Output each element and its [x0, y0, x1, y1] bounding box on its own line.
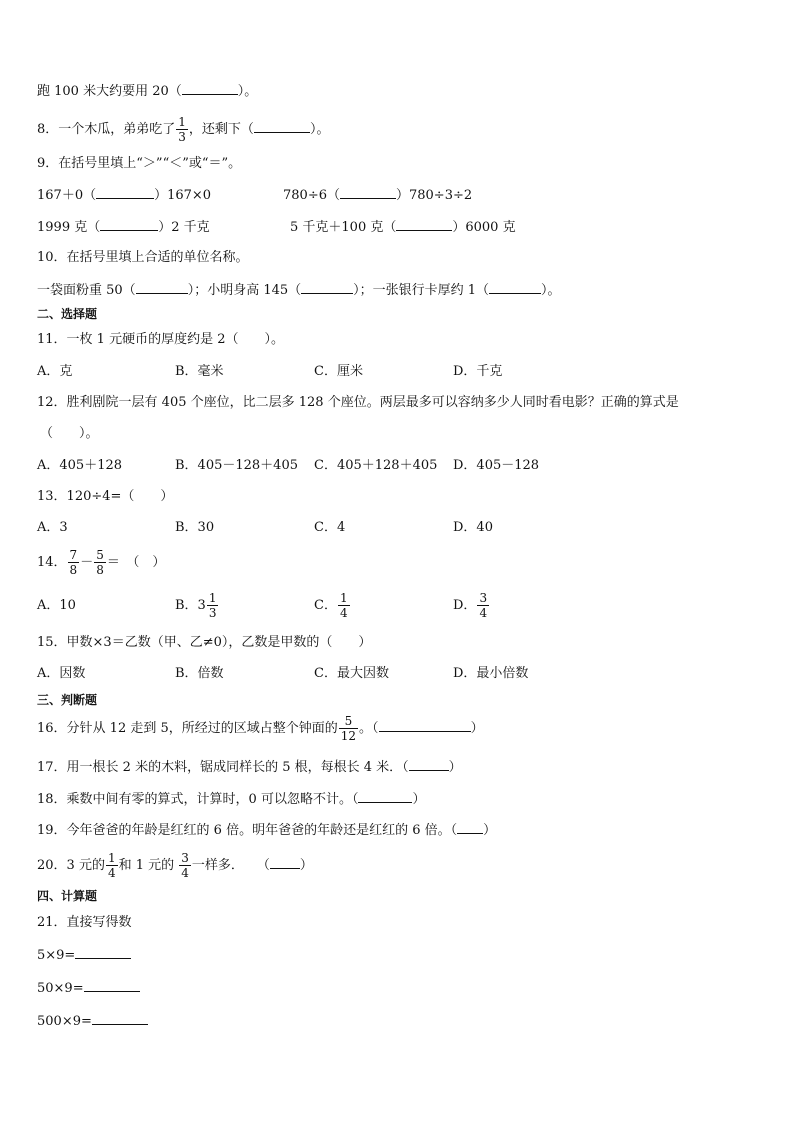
question-13: 13．120÷4=（ ） — [37, 489, 174, 504]
q14-option-a[interactable]: A．10 — [37, 598, 76, 613]
answer-blank[interactable] — [92, 1012, 148, 1025]
q14-option-b[interactable]: B．3 $\frac{1}{3}$ — [175, 591, 217, 620]
q7-continued: 跑 100 米大约要用 20（ ）。 — [37, 84, 258, 99]
q12-option-b[interactable]: B．405－128＋405 — [175, 458, 298, 473]
question-19: 19．今年爸爸的年龄是红红的 6 倍。明年爸爸的年龄还是红红的 6 倍。（ ） — [37, 823, 497, 838]
q11-option-a[interactable]: A．克 — [37, 364, 73, 379]
q9-item-a: 167＋0（ ）167×0 — [37, 188, 212, 203]
answer-blank[interactable] — [379, 719, 471, 732]
question-11: 11．一枚 1 元硬币的厚度约是 2（ ）。 — [37, 332, 284, 347]
q13-option-d[interactable]: D．40 — [453, 520, 493, 535]
answer-blank[interactable] — [96, 186, 154, 199]
q11-option-b[interactable]: B．毫米 — [175, 364, 224, 379]
q9-item-c: 1999 克（ ）2 千克 — [37, 220, 210, 235]
calc-item: 500×9= — [37, 1012, 148, 1031]
question-14: 14． $\frac{7}{8}$ － $\frac{5}{8}$ ＝ （ ） — [37, 548, 166, 577]
question-18: 18．乘数中间有零的算式，计算时，0 可以忽略不计。（ ） — [37, 792, 426, 807]
answer-blank[interactable] — [182, 82, 238, 95]
answer-blank[interactable] — [457, 821, 483, 834]
answer-blank[interactable] — [84, 979, 140, 992]
answer-blank[interactable] — [489, 281, 541, 294]
fraction: $\frac{1}{4}$ — [339, 591, 348, 620]
question-17: 17．用一根长 2 米的木料，锯成同样长的 5 根，每根长 4 米．（ ） — [37, 760, 462, 775]
answer-blank[interactable] — [396, 218, 452, 231]
q12-option-c[interactable]: C．405＋128＋405 — [314, 458, 438, 473]
question-10-body: 一袋面粉重 50（ ）；小明身高 145（ ）；一张银行卡厚约 1（ ）。 — [37, 283, 561, 298]
section-heading-choice: 二、选择题 — [37, 307, 98, 321]
answer-blank[interactable] — [270, 856, 300, 869]
fraction: $\frac{5}{12}$ — [340, 714, 357, 743]
question-21-title: 21．直接写得数 — [37, 915, 132, 930]
answer-blank[interactable] — [358, 790, 412, 803]
answer-blank[interactable] — [301, 281, 353, 294]
question-16: 16．分针从 12 走到 5，所经过的区域占整个钟面的 $\frac{5}{12}$ 。（ ） — [37, 714, 484, 743]
q13-option-c[interactable]: C．4 — [314, 520, 346, 535]
fraction: $\frac{3}{4}$ — [181, 851, 189, 880]
question-12: 12．胜利剧院一层有 405 个座位，比二层多 128 个座位。两层最多可以容纳多少人同时看电影？正确的算式是 — [37, 395, 679, 410]
calc-item: 5×9= — [37, 946, 131, 965]
q9-item-d: 5 千克＋100 克（ ）6000 克 — [290, 220, 516, 235]
question-20: 20．3 元的 $\frac{1}{4}$ 和 1 元的 $\frac{3}{4}$ 一样多． （ ） — [37, 851, 313, 880]
answer-blank[interactable] — [100, 218, 158, 231]
answer-blank[interactable] — [254, 120, 310, 133]
answer-blank[interactable] — [75, 946, 131, 959]
fraction: $\frac{5}{8}$ — [96, 548, 104, 577]
question-8: 8．一个木瓜，弟弟吃了 $\frac{1}{3}$ ，还剩下（ ）。 — [37, 115, 330, 144]
question-15: 15．甲数×3＝乙数（甲、乙≠0），乙数是甲数的（ ） — [37, 635, 372, 650]
fraction: $\frac{7}{8}$ — [69, 548, 78, 577]
q15-option-b[interactable]: B．倍数 — [175, 666, 224, 681]
fraction: $\frac{3}{4}$ — [479, 591, 488, 620]
q11-option-c[interactable]: C．厘米 — [314, 364, 363, 379]
q9-item-b: 780÷6（ ）780÷3÷2 — [283, 188, 473, 203]
question-9-title: 9．在括号里填上“＞”“＜”或“＝”。 — [37, 156, 242, 171]
q13-option-a[interactable]: A．3 — [37, 520, 68, 535]
q15-option-d[interactable]: D．最小倍数 — [453, 666, 529, 681]
question-12-paren: （ ）。 — [40, 426, 99, 441]
question-10-title: 10．在括号里填上合适的单位名称。 — [37, 250, 249, 265]
q14-option-d[interactable]: D． $\frac{3}{4}$ — [453, 591, 488, 620]
q12-option-a[interactable]: A．405＋128 — [37, 458, 123, 473]
answer-blank[interactable] — [409, 758, 449, 771]
q12-option-d[interactable]: D．405－128 — [453, 458, 540, 473]
fraction: $\frac{1}{3}$ — [178, 115, 186, 144]
q13-option-b[interactable]: B．30 — [175, 520, 215, 535]
fraction: $\frac{1}{4}$ — [107, 851, 116, 880]
q14-option-c[interactable]: C． $\frac{1}{4}$ — [314, 591, 348, 620]
q15-option-c[interactable]: C．最大因数 — [314, 666, 389, 681]
q15-option-a[interactable]: A．因数 — [37, 666, 86, 681]
q11-option-d[interactable]: D．千克 — [453, 364, 503, 379]
section-heading-judge: 三、判断题 — [37, 693, 98, 707]
answer-blank[interactable] — [136, 281, 188, 294]
calc-item: 50×9= — [37, 979, 140, 998]
answer-blank[interactable] — [340, 186, 396, 199]
fraction: $\frac{1}{3}$ — [208, 591, 217, 620]
section-heading-calc: 四、计算题 — [37, 889, 98, 903]
